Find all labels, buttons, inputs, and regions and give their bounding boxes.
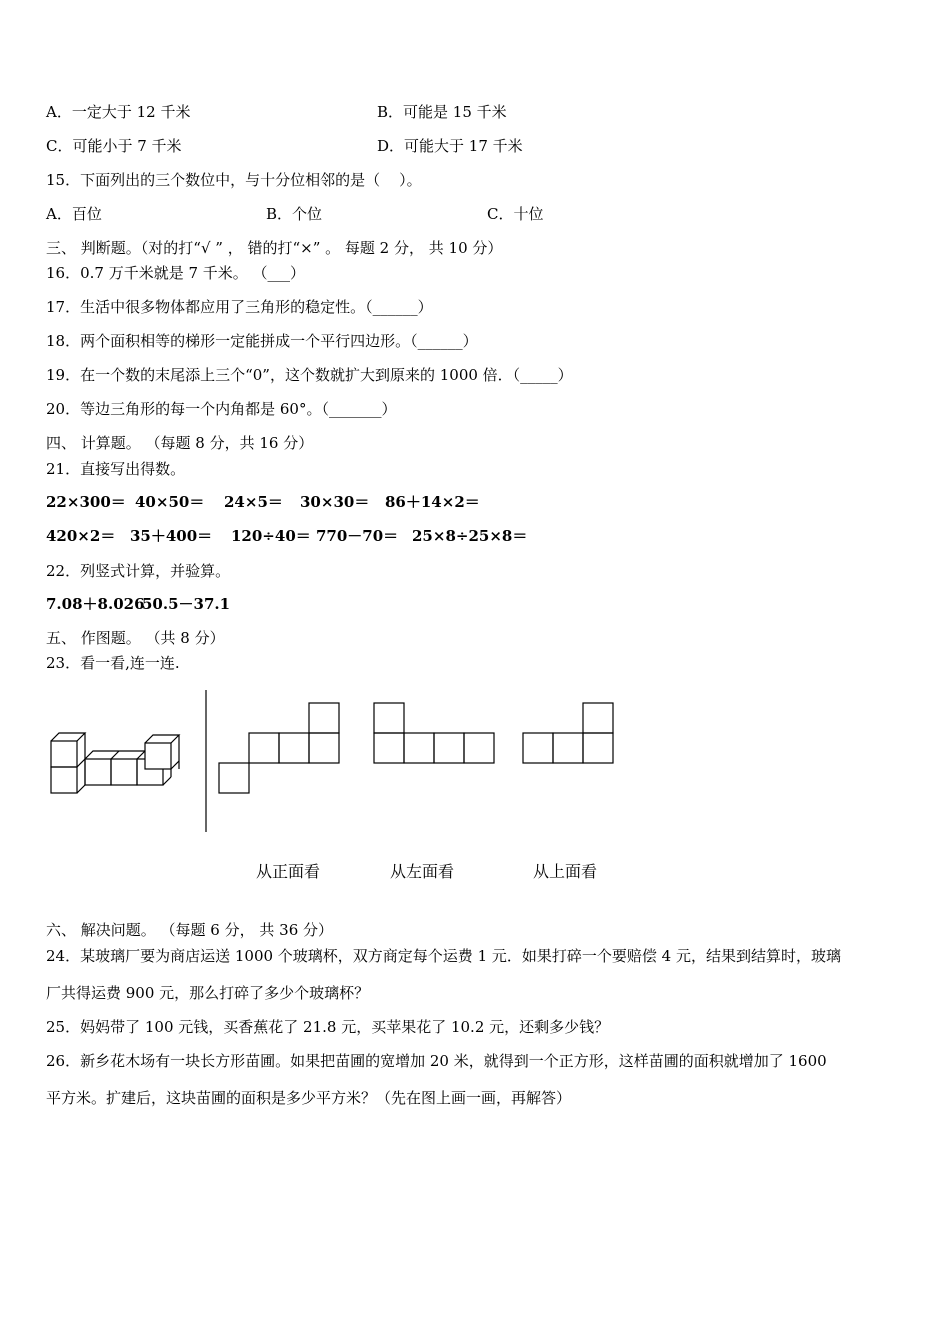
calc-item: 22×300＝ (46, 493, 126, 511)
q15-option-a: A．百位 (46, 205, 102, 223)
q22-item: 50.5－37.1 (142, 595, 231, 613)
cube-row-icon (85, 735, 179, 785)
section6-title: 六、 解决问题。 （每题 6 分， 共 36 分） (46, 921, 334, 939)
calc-item: 120÷40＝ (231, 527, 311, 545)
q15-option-b: B．个位 (266, 205, 323, 223)
cube-stack-icon (51, 733, 85, 793)
q19: 19．在一个数的末尾添上三个“0”，这个数就扩大到原来的 1000 倍．（_____） (46, 366, 573, 384)
q14-option-b: B．可能是 15 千米 (377, 103, 507, 121)
q20: 20．等边三角形的每一个内角都是 60°。（_______） (46, 400, 397, 418)
calc-item: 35＋400＝ (130, 527, 213, 545)
q14-option-a: A．一定大于 12 千米 (46, 103, 191, 121)
view-shape-3 (523, 703, 613, 763)
q15-stem: 15．下面列出的三个数位中，与十分位相邻的是（ ）。 (46, 171, 422, 189)
q24-line1: 24．某玻璃厂要为商店运送 1000 个玻璃杯，双方商定每个运费 1 元．如果打碎一个要赔偿 4 元，结果到结算时，玻璃 (46, 947, 841, 965)
q16: 16．0.7 万千米就是 7 千米。 （___） (46, 264, 306, 282)
calc-item: 40×50＝ (135, 493, 205, 511)
q21: 21．直接写出得数。 (46, 460, 186, 478)
q22: 22．列竖式计算，并验算。 (46, 562, 231, 580)
q25: 25．妈妈带了 100 元钱，买香蕉花了 21.8 元，买苹果花了 10.2 元，还剩多少钱？ (46, 1018, 610, 1036)
calc-item: 30×30＝ (300, 493, 370, 511)
view-shape-2 (374, 703, 494, 763)
q15-option-c: C．十位 (487, 205, 544, 223)
caption-front-view: 从正面看 (256, 862, 321, 881)
caption-left-view: 从左面看 (390, 862, 455, 881)
q14-option-c: C．可能小于 7 千米 (46, 137, 182, 155)
calc-item: 25×8÷25×8＝ (412, 527, 528, 545)
caption-top-view: 从上面看 (533, 862, 598, 881)
q23: 23．看一看,连一连. (46, 654, 180, 672)
q14-option-d: D．可能大于 17 千米 (377, 137, 523, 155)
calc-item: 86＋14×2＝ (385, 493, 480, 511)
q18: 18．两个面积相等的梯形一定能拼成一个平行四边形。（______） (46, 332, 478, 350)
section5-title: 五、 作图题。 （共 8 分） (46, 629, 225, 647)
q17: 17．生活中很多物体都应用了三角形的稳定性。（______） (46, 298, 433, 316)
q26-line2: 平方米。扩建后，这块苗圃的面积是多少平方米？（先在图上画一画，再解答） (46, 1089, 572, 1107)
calc-item: 24×5＝ (224, 493, 283, 511)
q26-line1: 26．新乡花木场有一块长方形苗圃。如果把苗圃的宽增加 20 米，就得到一个正方形，这样苗圃的面积就增加了 1600 (46, 1052, 827, 1070)
calc-item: 420×2＝ (46, 527, 116, 545)
view-shape-1 (219, 703, 339, 793)
calc-item: 770－70＝ (316, 527, 399, 545)
section3-title: 三、 判断题。（对的打“√ ” ， 错的打“×” 。 每题 2 分， 共 10 分） (46, 239, 503, 257)
q24-line2: 厂共得运费 900 元，那么打碎了多少个玻璃杯？ (46, 984, 370, 1002)
section4-title: 四、 计算题。 （每题 8 分，共 16 分） (46, 434, 314, 452)
q22-item: 7.08＋8.026 (46, 595, 145, 613)
